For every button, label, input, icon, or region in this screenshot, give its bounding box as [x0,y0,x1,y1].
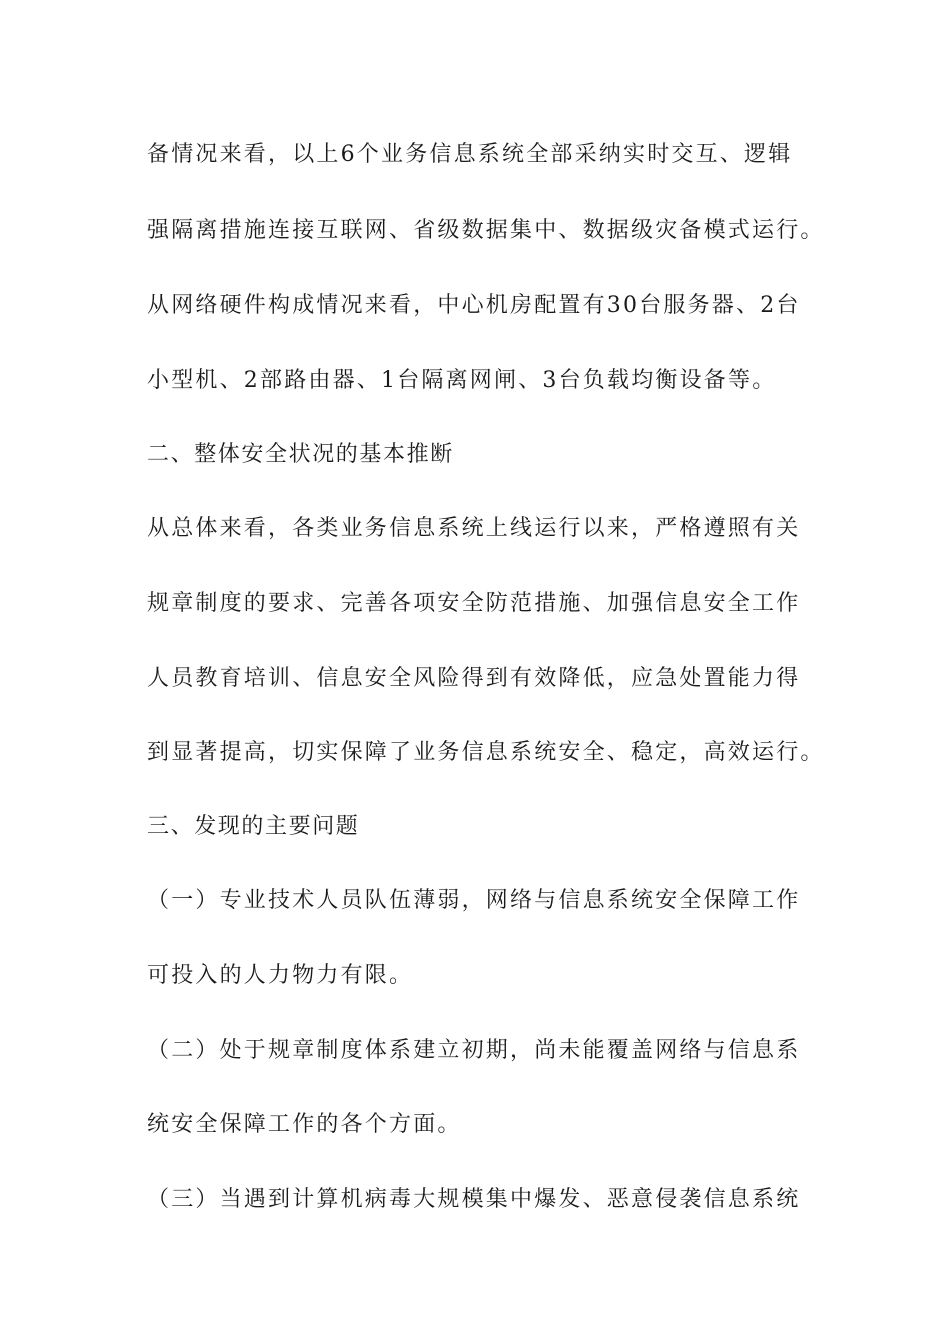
text-line: （三）当遇到计算机病毒大规模集中爆发、恶意侵袭信息系统 [147,1187,801,1212]
text-line: 强隔离措施连接互联网、省级数据集中、数据级灾备模式运行。 [147,218,825,243]
section-heading: 三、发现的主要问题 [147,814,360,839]
text-line: 可投入的人力物力有限。 [147,963,414,988]
text-line: 从总体来看，各类业务信息系统上线运行以来，严格遵照有关 [147,516,801,541]
text-line: 备情况来看，以上6个业务信息系统全部采纳实时交互、逻辑 [147,142,793,167]
text-line: （一）专业技术人员队伍薄弱，网络与信息系统安全保障工作 [147,888,801,913]
section-heading: 二、整体安全状况的基本推断 [147,442,454,467]
text-line: 人员教育培训、信息安全风险得到有效降低，应急处置能力得 [147,666,801,691]
text-line: （二）处于规章制度体系建立初期，尚未能覆盖网络与信息系 [147,1038,801,1063]
text-line: 规章制度的要求、完善各项安全防范措施、加强信息安全工作 [147,591,801,616]
text-line: 小型机、2部路由器、1台隔离网闸、3台负载均衡设备等。 [147,368,777,393]
text-line: 到显著提高，切实保障了业务信息系统安全、稳定，高效运行。 [147,740,825,765]
text-line: 统安全保障工作的各个方面。 [147,1112,462,1137]
text-line: 从网络硬件构成情况来看，中心机房配置有30台服务器、2台 [147,293,801,318]
